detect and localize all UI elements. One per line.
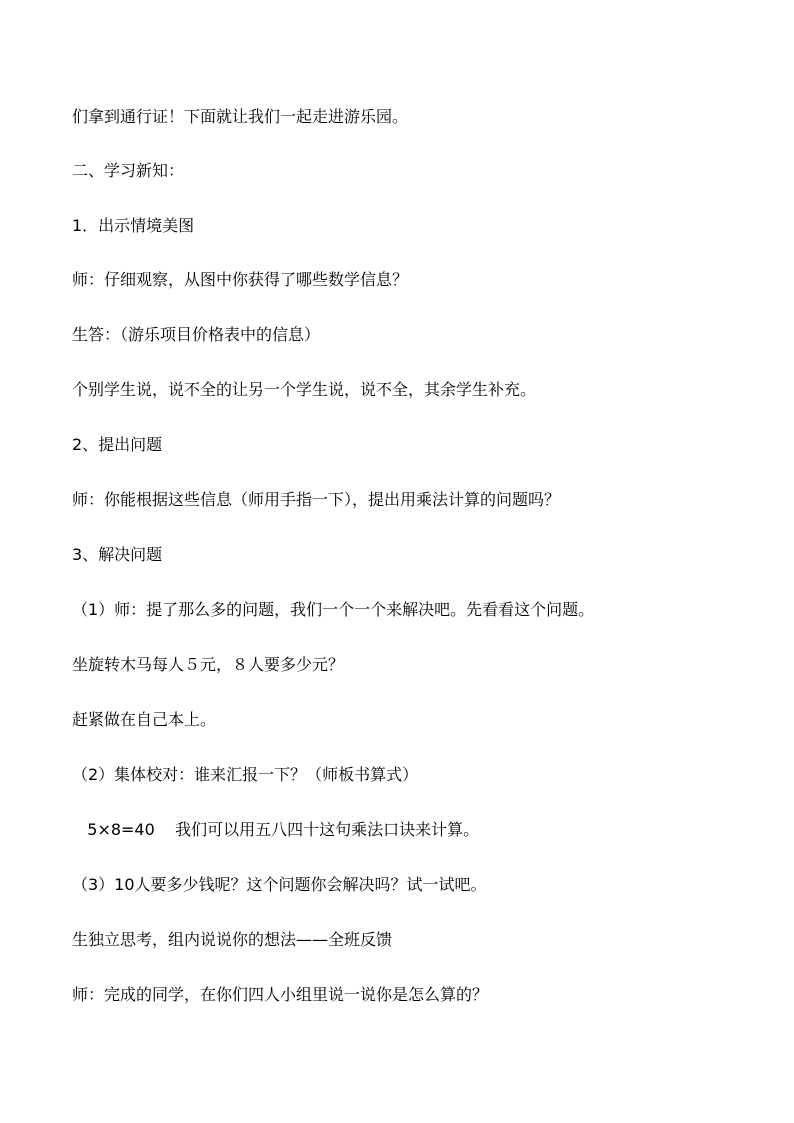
text-line: 赶紧做在自己本上。 [72,710,217,729]
text-line: 们拿到通行证！下面就让我们一起走进游乐园。 [72,107,409,126]
text-line: 师：完成的同学，在你们四人小组里说一说你是怎么算的？ [72,985,489,1004]
section-heading: 二、学习新知： [72,161,185,180]
step-heading: 3、解决问题 [72,545,163,564]
text-line: （3）10人要多少钱呢？这个问题你会解决吗？试一试吧。 [72,875,487,894]
text-line: （1）师：提了那么多的问题，我们一个一个来解决吧。先看看这个问题。 [72,600,595,619]
text-line: （2）集体校对：谁来汇报一下？（师板书算式） [72,765,419,784]
formula-line: 5×8=40 我们可以用五八四十这句乘法口诀来计算。 [72,820,480,839]
text-line: 坐旋转木马每人５元，８人要多少元？ [72,655,345,674]
text-line: 生答：（游乐项目价格表中的信息） [72,325,321,344]
text-line: 师：你能根据这些信息（师用手指一下），提出用乘法计算的问题吗？ [72,490,561,509]
step-heading: 2、提出问题 [72,435,163,454]
text-line: 生独立思考，组内说说你的想法——全班反馈 [72,930,393,949]
text-line: 师：仔细观察，从图中你获得了哪些数学信息？ [72,270,409,289]
step-heading: 1．出示情境美图 [72,216,195,235]
text-line: 个别学生说，说不全的让另一个学生说，说不全，其余学生补充。 [72,380,537,399]
